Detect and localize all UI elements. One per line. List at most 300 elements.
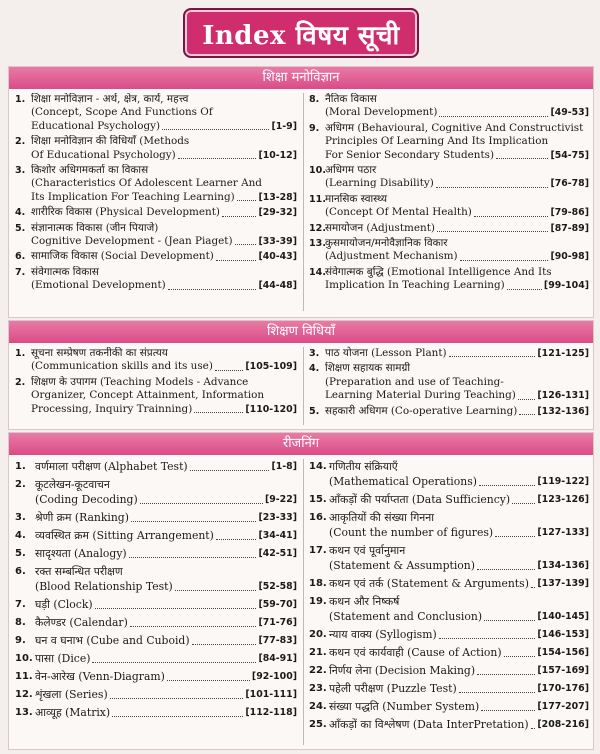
entry-final-line (329, 717, 589, 732)
entry-final-line (31, 191, 297, 204)
entry-final-line (329, 645, 589, 660)
entry-final-line (329, 558, 589, 573)
page-range: [105-109] (245, 361, 297, 373)
entry-final-line (329, 576, 589, 591)
column-divider (303, 459, 304, 745)
title-banner (183, 8, 419, 58)
entry-number: 6. (15, 251, 26, 263)
toc-entry (309, 193, 589, 220)
dot-leader (474, 216, 549, 217)
page-range: [42-51] (258, 548, 297, 559)
column-divider (303, 93, 304, 311)
page-range: [132-136] (537, 405, 589, 417)
entry-number: 24. (309, 701, 327, 712)
entry-text-line: शिक्षा मनोविज्ञान की विधियाँ (Methods (31, 135, 190, 148)
toc-entry (309, 576, 589, 591)
entry-text-line: आव्यूह (Matrix) (35, 706, 111, 719)
entry-text-line: Organizer, Concept Attainment, Information (31, 389, 265, 402)
dot-leader (479, 485, 535, 486)
entry-final-line (31, 250, 297, 263)
dot-leader (167, 680, 250, 681)
entry-final-line (329, 627, 589, 642)
entry-text-line: आकृतियों की संख्या गिनना (329, 511, 435, 524)
toc-entry (309, 459, 589, 489)
entry-text-line: श्रेणी क्रम (Ranking) (35, 511, 129, 524)
entry-number: 16. (309, 512, 327, 523)
entry-number: 23. (309, 683, 327, 694)
toc-entry (15, 347, 297, 374)
page-range: [49-53] (550, 107, 589, 119)
toc-entry (15, 705, 297, 720)
toc-entry (309, 93, 589, 120)
entry-text-line: वेन-आरेख (Venn-Diagram) (35, 670, 165, 683)
page-range: [23-33] (258, 512, 297, 523)
toc-entry (309, 164, 589, 191)
entry-text-line: सामाजिक विकास (Social Development) (31, 250, 214, 263)
entry-text-line: (Preparation and use of Teaching- (325, 375, 504, 388)
entry-final-line (35, 579, 297, 594)
entry-text-line: पाठ योजना (Lesson Plant) (325, 347, 447, 359)
toc-entry (15, 206, 297, 219)
entry-text-line: अधिगम (Behavioural, Cognitive And Constructivist (325, 121, 584, 134)
entry-text-line: (Blood Relationship Test) (35, 580, 173, 593)
section-shikshan-vidhiyan (8, 320, 594, 430)
page-range: [119-122] (537, 476, 589, 487)
entry-text-line: Principles Of Learning And Its Implication (325, 135, 549, 148)
toc-entry (309, 510, 589, 540)
page-range: [84-91] (258, 653, 297, 664)
entry-number: 9. (309, 122, 320, 134)
title-area (0, 0, 600, 62)
toc-entry (15, 222, 297, 249)
section-heading: रीजनिंग (9, 433, 593, 455)
entry-final-line (35, 459, 297, 474)
entry-final-line (325, 279, 589, 292)
toc-entry (309, 627, 589, 642)
entry-text-line: Implication In Teaching Learning) (325, 279, 505, 292)
page-range: [1-9] (271, 120, 297, 132)
toc-entry (309, 492, 589, 507)
toc-column-left (15, 347, 297, 416)
entry-text-line: घड़ी (Clock) (35, 598, 93, 611)
toc-entry (15, 477, 297, 507)
entry-final-line (35, 615, 297, 630)
entry-final-line (329, 699, 589, 714)
entry-number: 1. (15, 348, 26, 359)
toc-entry (309, 362, 589, 402)
toc-entry (15, 93, 297, 133)
dot-leader (437, 231, 548, 232)
dot-leader (140, 503, 263, 504)
dot-leader (216, 260, 257, 261)
entry-text-line: कुसमायोजन/मनोवैज्ञानिक विकार (325, 237, 448, 250)
entry-final-line (35, 651, 297, 666)
toc-entry (15, 376, 297, 416)
page-range: [92-100] (251, 671, 297, 682)
entry-final-line (31, 120, 297, 133)
entry-text-line: व्यवस्थित क्रम (Sitting Arrangement) (35, 529, 214, 542)
dot-leader (222, 216, 256, 217)
toc-entry (15, 459, 297, 474)
entry-text-line: पासा (Dice) (35, 652, 91, 665)
page-range: [112-118] (245, 707, 297, 718)
entry-final-line (325, 250, 589, 263)
entry-number: 3. (15, 512, 26, 523)
entry-number: 2. (15, 479, 26, 490)
dot-leader (175, 590, 257, 591)
dot-leader (459, 692, 536, 693)
page-range: [33-39] (258, 236, 297, 248)
page-range: [10-12] (258, 149, 297, 161)
entry-number: 1. (15, 94, 26, 105)
entry-text-line: घन व घनाभ (Cube and Cuboid) (35, 634, 190, 647)
entry-number: 25. (309, 719, 327, 730)
page-range: [146-153] (537, 629, 589, 640)
dot-leader (162, 129, 269, 130)
entry-text-line: शारीरिक विकास (Physical Development) (31, 206, 220, 219)
dot-leader (531, 587, 535, 588)
entry-final-line (35, 633, 297, 648)
page-range: [134-136] (537, 560, 589, 571)
entry-text-line: Of Educational Psychology) (31, 148, 176, 161)
entry-text-line: (Mathematical Operations) (329, 475, 477, 488)
entry-text-line: न्याय वाक्य (Syllogism) (329, 628, 437, 641)
page-range: [140-145] (537, 611, 589, 622)
entry-number: 17. (309, 545, 327, 556)
toc-entry (15, 266, 297, 293)
dot-leader (495, 536, 535, 537)
column-divider (303, 347, 304, 425)
toc-entry (309, 717, 589, 732)
page-range: [177-207] (537, 701, 589, 712)
dot-leader (477, 674, 535, 675)
toc-entry (309, 237, 589, 264)
dot-leader (504, 656, 536, 657)
entry-text-line: आँकड़ों की पर्याप्तता (Data Sufficiency) (329, 493, 511, 506)
page-range: [123-126] (537, 494, 589, 505)
page-range: [157-169] (537, 665, 589, 676)
entry-text-line: (Statement & Assumption) (329, 559, 475, 572)
page-range: [79-86] (550, 207, 589, 219)
page-range: [44-48] (258, 280, 297, 292)
entry-final-line (35, 492, 297, 507)
entry-text-line: (Coding Decoding) (35, 493, 138, 506)
dot-leader (192, 644, 257, 645)
dot-leader (477, 569, 535, 570)
dot-leader (519, 414, 535, 415)
entry-text-line: किशोर अधिगमकर्ता का विकास (31, 164, 149, 177)
dot-leader (131, 521, 257, 522)
dot-leader (449, 356, 536, 357)
entry-text-line: अधिगम पठार (325, 164, 377, 177)
entry-text-line: (Adjustment Mechanism) (325, 250, 458, 263)
toc-entry (309, 347, 589, 360)
toc-column-right (309, 459, 589, 732)
entry-number: 14. (309, 266, 326, 278)
page-range: [52-58] (258, 581, 297, 592)
page-range: [1-8] (271, 461, 297, 472)
entry-text-line: समायोजन (Adjustment) (325, 221, 435, 234)
entry-final-line (35, 669, 297, 684)
entry-final-line (325, 149, 589, 162)
entry-number: 1. (15, 461, 26, 472)
dot-leader (531, 728, 536, 729)
toc-entry (15, 510, 297, 525)
page-range: [154-156] (537, 647, 589, 658)
entry-number: 12. (15, 689, 33, 700)
toc-column-left (15, 93, 297, 293)
entry-text-line: शिक्षा मनोविज्ञान - अर्थ, क्षेत्र, कार्य, महत्त्व (31, 93, 189, 105)
entry-final-line (329, 609, 589, 624)
entry-number: 6. (15, 566, 26, 577)
dot-leader (439, 116, 548, 117)
entry-text-line: (Count the number of figures) (329, 526, 494, 539)
entry-final-line (31, 279, 297, 292)
entry-final-line (329, 474, 589, 489)
entry-final-line (31, 360, 297, 373)
entry-text-line: कथन एवं तर्क (Statement & Arguments) (329, 577, 529, 590)
entry-text-line: संवेगात्मक विकास (31, 265, 99, 278)
entry-final-line (329, 492, 589, 507)
dot-leader (484, 620, 535, 621)
entry-text-line: कथन और निष्कर्ष (329, 595, 400, 608)
entry-final-line (325, 206, 589, 219)
page-range: [110-120] (245, 403, 297, 415)
entry-text-line: आँकड़ों का विश्लेषण (Data InterPretation) (329, 718, 529, 731)
dot-leader (237, 200, 257, 201)
entry-text-line: Cognitive Development - (Jean Piaget) (31, 235, 233, 248)
entry-final-line (31, 206, 297, 219)
page-range: [54-75] (550, 149, 589, 161)
dot-leader (512, 503, 535, 504)
entry-text-line: सादृश्यता (Analogy) (35, 547, 127, 560)
toc-entry (15, 687, 297, 702)
page-title: Index विषय सूची (202, 21, 400, 51)
page-range: [127-133] (537, 527, 589, 538)
toc-entry (309, 405, 589, 418)
dot-leader (129, 557, 257, 558)
toc-column-left (15, 459, 297, 720)
page-range: [99-104] (543, 280, 589, 292)
toc-entry (15, 669, 297, 684)
page-range: [208-216] (537, 719, 589, 730)
entry-text-line: Learning Material During Teaching) (325, 389, 516, 402)
dot-leader (507, 289, 542, 290)
entry-number: 10. (15, 653, 33, 664)
section-heading: शिक्षा मनोविज्ञान (9, 67, 593, 89)
entry-number: 5. (15, 222, 26, 234)
entry-text-line: (Learning Disability) (325, 177, 434, 190)
toc-entry (15, 597, 297, 612)
toc-column-right (309, 347, 589, 418)
entry-text-line: संख्या पद्धति (Number System) (329, 700, 480, 713)
entry-final-line (35, 528, 297, 543)
entry-final-line (325, 222, 589, 235)
dot-leader (95, 608, 257, 609)
entry-text-line: Educational Psychology) (31, 119, 161, 132)
entry-final-line (31, 403, 297, 416)
page-range: [126-131] (537, 390, 589, 402)
page-range: [101-111] (245, 689, 297, 700)
entry-text-line: नैतिक विकास (325, 93, 377, 105)
entry-number: 22. (309, 665, 327, 676)
toc-entry (15, 528, 297, 543)
toc-entry (309, 699, 589, 714)
page-range: [29-32] (258, 207, 297, 219)
page-range: [71-76] (258, 617, 297, 628)
entry-number: 4. (15, 530, 26, 541)
toc-entry (309, 222, 589, 235)
dot-leader (481, 710, 535, 711)
dot-leader (190, 470, 270, 471)
dot-leader (130, 626, 257, 627)
entry-number: 5. (15, 548, 26, 559)
entry-text-line: शृंखला (Series) (35, 688, 108, 701)
entry-final-line (35, 687, 297, 702)
dot-leader (194, 412, 243, 413)
entry-text-line: Its Implication For Teaching Learning) (31, 190, 235, 203)
entry-final-line (35, 597, 297, 612)
entry-number: 21. (309, 647, 327, 658)
entry-number: 13. (309, 238, 326, 250)
toc-entry (15, 651, 297, 666)
entry-text-line: (Characteristics Of Adolescent Learner And (31, 177, 262, 190)
section-shiksha-manovigyan (8, 66, 594, 318)
entry-number: 9. (15, 635, 26, 646)
toc-entry (15, 546, 297, 561)
entry-text-line: पहेली परीक्षण (Puzzle Test) (329, 682, 457, 695)
toc-entry (309, 681, 589, 696)
entry-number: 18. (309, 578, 327, 589)
entry-final-line (35, 705, 297, 720)
dot-leader (436, 187, 549, 188)
dot-leader (496, 158, 548, 159)
page-range: [87-89] (550, 222, 589, 234)
entry-text-line: कथन एवं पूर्वानुमान (329, 544, 406, 557)
entry-number: 12. (309, 222, 326, 234)
page-range: [170-176] (537, 683, 589, 694)
entry-number: 13. (15, 707, 33, 718)
dot-leader (235, 244, 257, 245)
entry-text-line: (Concept, Scope And Functions Of (31, 106, 213, 119)
dot-leader (112, 716, 243, 717)
entry-number: 7. (15, 266, 26, 278)
entry-text-line: Processing, Inquiry Trainning) (31, 402, 193, 415)
section-reasoning (8, 432, 594, 750)
entry-number: 15. (309, 494, 327, 505)
entry-number: 8. (309, 94, 320, 105)
entry-text-line: सूचना सम्प्रेषण तकनीकी का संप्रत्यय (31, 347, 168, 359)
entry-number: 14. (309, 461, 327, 472)
dot-leader (178, 158, 257, 159)
entry-final-line (31, 235, 297, 248)
page-range: [137-139] (537, 578, 589, 589)
page-range: [9-22] (264, 494, 297, 505)
entry-text-line: (Emotional Development) (31, 279, 166, 292)
page-range: [59-70] (258, 599, 297, 610)
entry-text-line: (Moral Development) (325, 106, 438, 119)
entry-text-line: गणितीय संक्रियाएँ (329, 460, 398, 473)
dot-leader (215, 370, 244, 371)
entry-text-line: संज्ञानात्मक विकास (जीन पियाजे) (31, 221, 159, 234)
entry-final-line (329, 663, 589, 678)
page-range: [121-125] (537, 348, 589, 359)
toc-entry (15, 633, 297, 648)
section-heading: शिक्षण विधियाँ (9, 321, 593, 343)
page-range: [40-43] (258, 251, 297, 263)
entry-text-line: For Senior Secondary Students) (325, 148, 495, 161)
dot-leader (518, 399, 536, 400)
page-range: [90-98] (550, 251, 589, 263)
entry-number: 7. (15, 599, 26, 610)
entry-text-line: निर्णय लेना (Decision Making) (329, 664, 476, 677)
entry-text-line: कूटलेखन-कूटवाचन (35, 478, 110, 491)
entry-number: 4. (309, 363, 320, 375)
toc-entry (15, 564, 297, 594)
entry-text-line: कथन एवं कार्यवाही (Cause of Action) (329, 646, 502, 659)
entry-final-line (325, 177, 589, 190)
entry-number: 8. (15, 617, 26, 628)
entry-text-line: वर्णमाला परीक्षण (Alphabet Test) (35, 460, 188, 473)
dot-leader (439, 638, 536, 639)
entry-text-line: शिक्षण के उपागम (Teaching Models - Advance (31, 375, 249, 388)
entry-text-line: संवेगात्मक बुद्धि (Emotional Intelligence And Its (325, 265, 552, 278)
dot-leader (168, 289, 257, 290)
entry-text-line: रक्त सम्बन्धित परीक्षण (35, 565, 123, 578)
dot-leader (110, 698, 244, 699)
dot-leader (460, 260, 549, 261)
toc-entry (15, 250, 297, 263)
dot-leader (216, 539, 257, 540)
toc-entry (309, 663, 589, 678)
entry-text-line: (Concept Of Mental Health) (325, 206, 472, 219)
entry-text-line: सहकारी अधिगम (Co-operative Learning) (325, 404, 518, 417)
entry-number: 11. (15, 671, 33, 682)
entry-text-line: (Communication skills and its use) (31, 360, 213, 373)
entry-number: 3. (15, 165, 26, 177)
entry-number: 3. (309, 348, 320, 359)
page-range: [13-28] (258, 191, 297, 203)
entry-number: 19. (309, 596, 327, 607)
toc-entry (309, 122, 589, 162)
page-range: [76-78] (550, 178, 589, 190)
toc-entry (309, 645, 589, 660)
entry-number: 5. (309, 405, 320, 417)
entry-final-line (329, 681, 589, 696)
dot-leader (92, 662, 256, 663)
entry-final-line (325, 106, 589, 119)
entry-text-line: कैलेण्डर (Calendar) (35, 616, 128, 629)
toc-entry (15, 135, 297, 162)
toc-entry (15, 164, 297, 204)
toc-entry (309, 266, 589, 293)
entry-number: 4. (15, 207, 26, 219)
entry-text-line: (Statement and Conclusion) (329, 610, 483, 623)
toc-entry (309, 594, 589, 624)
entry-final-line (35, 546, 297, 561)
toc-entry (309, 543, 589, 573)
toc-entry (15, 615, 297, 630)
entry-final-line (329, 525, 589, 540)
entry-final-line (325, 389, 589, 402)
toc-column-right (309, 93, 589, 293)
entry-number: 11. (309, 193, 326, 205)
entry-number: 10. (309, 165, 326, 177)
entry-final-line (31, 149, 297, 162)
entry-text-line: शिक्षण सहायक सामग्री (325, 362, 411, 375)
entry-number: 2. (15, 136, 26, 148)
page-range: [77-83] (258, 635, 297, 646)
